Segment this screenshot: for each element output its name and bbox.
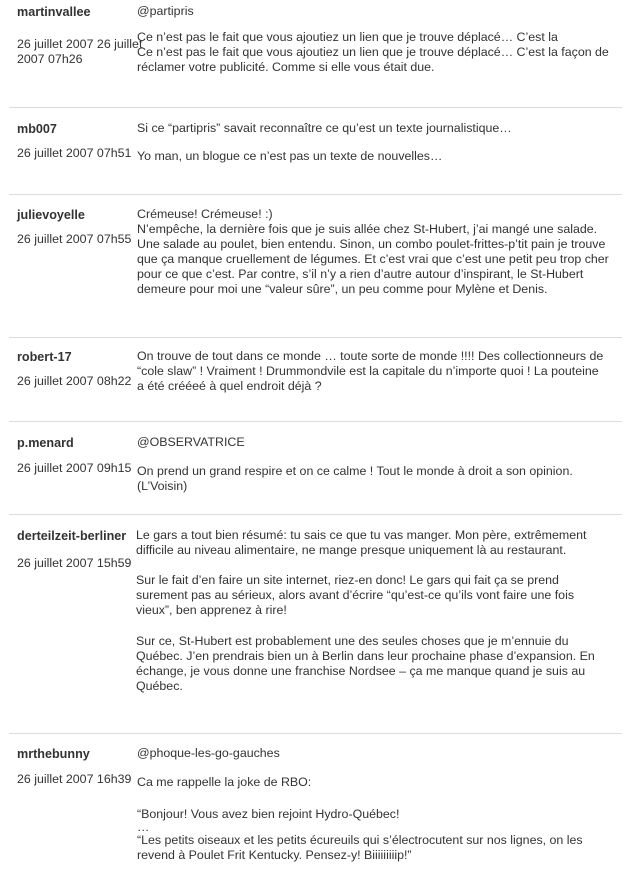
comment (9, 349, 622, 419)
comment-quote: “Bonjour! Vous avez bien rejoint Hydro-Québec! (137, 807, 400, 821)
comment-date-time: 08h22 (96, 374, 132, 388)
comment-body (136, 528, 606, 708)
comment-author-link[interactable]: derteilzeit-berliner (17, 529, 127, 543)
comment-date-day: 26 juillet 2007 (17, 374, 94, 388)
comment-text-cut-line: Ce n’est pas le fait que vous ajoutiez un lien que je trouve déplacé… C’est la (137, 30, 558, 44)
reply-mention: @partipris (137, 4, 194, 18)
comment-date-day: 26 juillet 2007 (17, 461, 94, 475)
comment-divider (9, 421, 622, 422)
comment-date-day: 26 juillet 2007 (17, 37, 94, 51)
comment-author-link[interactable]: p.menard (17, 436, 74, 450)
comment-meta (17, 746, 145, 787)
comment-date-time: 07h26 (48, 52, 83, 66)
comment-meta (17, 528, 145, 571)
comment-date (17, 374, 145, 389)
comment (9, 121, 622, 181)
comment-author-link[interactable]: martinvallee (17, 5, 91, 19)
comment-date-day: 26 juillet 2007 (17, 232, 94, 246)
comment-date-time: 15h59 (96, 556, 132, 570)
comment-meta (17, 121, 145, 161)
comment-meta (17, 435, 145, 476)
comment-date-time: 16h39 (96, 772, 132, 786)
comment-date-day: 26 juillet 2007 (17, 37, 143, 66)
comment-date (17, 772, 145, 787)
comment-text: Yo man, un blogue ce n’est pas un texte de nouvelles… (137, 149, 443, 163)
comment-body (137, 4, 615, 89)
comment (9, 435, 622, 505)
comment-text: Le gars a tout bien résumé: tu sais ce que tu vas manger. Mon père, extrêmement difficile au niveau alimentaire, ne mange presque uniquement là au restaurant. (136, 528, 587, 557)
comment-meta (17, 4, 145, 67)
comment-author-link[interactable]: robert-17 (17, 350, 72, 364)
comment-meta (17, 349, 145, 389)
comment-date-time: 07h55 (96, 232, 132, 246)
comment-text: N’empêche, la dernière fois que je suis allée chez St-Hubert, j’ai mangé une salade. Une salade au poulet, bien entendu. Sinon, un combo poulet-frittes-p’tit pain je trouve que ça manque cruellement de légumes. Et c’est vrai que c’est une petit peu trop cher pour ce que c’est. Par contre, s’il n’y a rien d’autre autour d’inspirant, le St-Hubert demeure pour moi une “valeur sûre”, un peu comme pour Mylène et Denis. (137, 222, 609, 296)
comment (9, 207, 622, 327)
comment-author-link[interactable]: mrthebunny (17, 747, 90, 761)
comment-author-link[interactable]: mb007 (17, 122, 57, 136)
comment-text: Ca me rappelle la joke de RBO: (137, 775, 312, 789)
comment-date-day: 26 juillet 2007 (17, 146, 94, 160)
comment-date-day: 26 juillet 2007 (17, 772, 94, 786)
comment-divider (9, 337, 622, 338)
comment-date (17, 232, 145, 247)
comment-divider (9, 733, 622, 734)
comment-body (137, 746, 607, 863)
comment-date (17, 461, 145, 476)
comment-date-day: 26 juillet 2007 (17, 556, 94, 570)
comment-date-time: 07h51 (96, 146, 132, 160)
comment-quote: … (137, 820, 150, 834)
comment-text: Sur ce, St-Hubert est probablement une des seules choses que je m’ennuie du Québec. J’en prendrais bien un à Berlin dans leur prochaine phase d’expansion. En échange, je vous donne une franchise Nordsee – ça me manque quand je suis au Québec. (136, 634, 595, 693)
comment-body (137, 435, 607, 508)
comment-text: On prend un grand respire et on ce calme ! Tout le monde à droit a son opinion. (L’Voisin) (137, 464, 573, 493)
comment-body (137, 349, 605, 408)
comment (9, 746, 622, 881)
comment-date-time: 09h15 (96, 461, 132, 475)
comment-body (137, 121, 615, 178)
comment-text: Ce n’est pas le fait que vous ajoutiez un lien que je trouve déplacé… C’est la façon de réclamer votre publicité. Comme si elle vous était due. (137, 45, 609, 74)
reply-mention: @phoque-les-go-gauches (137, 746, 280, 760)
comment-divider (9, 107, 622, 108)
reply-mention: @OBSERVATRICE (137, 435, 245, 449)
comment-meta (17, 207, 145, 247)
comment-text: Si ce “partipris” savait reconnaître ce qu’est un texte journalistique… (137, 121, 512, 135)
comment-date (17, 556, 145, 571)
comment-author-link[interactable]: julievoyelle (17, 208, 85, 222)
comment-quote: “Les petits oiseaux et les petits écureuils qui s’électrocutent sur nos lignes, on les revend à Poulet Frit Kentucky. Pensez-y! Biiiiiiiiip!” (137, 833, 583, 862)
comment-date (17, 146, 145, 161)
comment-text: Crémeuse! Crémeuse! :) (137, 207, 273, 221)
comment-divider (9, 514, 622, 515)
comment-date (17, 37, 145, 67)
comment-body (137, 207, 609, 297)
comment-text: On trouve de tout dans ce monde … toute sorte de monde !!!! Des collectionneurs de “cole slaw” ! Vraiment ! Drummondvile est la capitale du n’importe quoi ! La pouteine a été crééeé à quel endroit déjà ? (137, 349, 604, 393)
comment-divider (9, 194, 622, 195)
comment (9, 528, 622, 718)
comment-text: Sur le fait d’en faire un site internet, riez-en donc! Le gars qui fait ça se prend surement pas au sérieux, alors avant d’écrire “qu’est-ce qu’ils vont faire une fois vieux”, ben apprenez à rire! (136, 573, 575, 617)
comment (9, 4, 622, 104)
